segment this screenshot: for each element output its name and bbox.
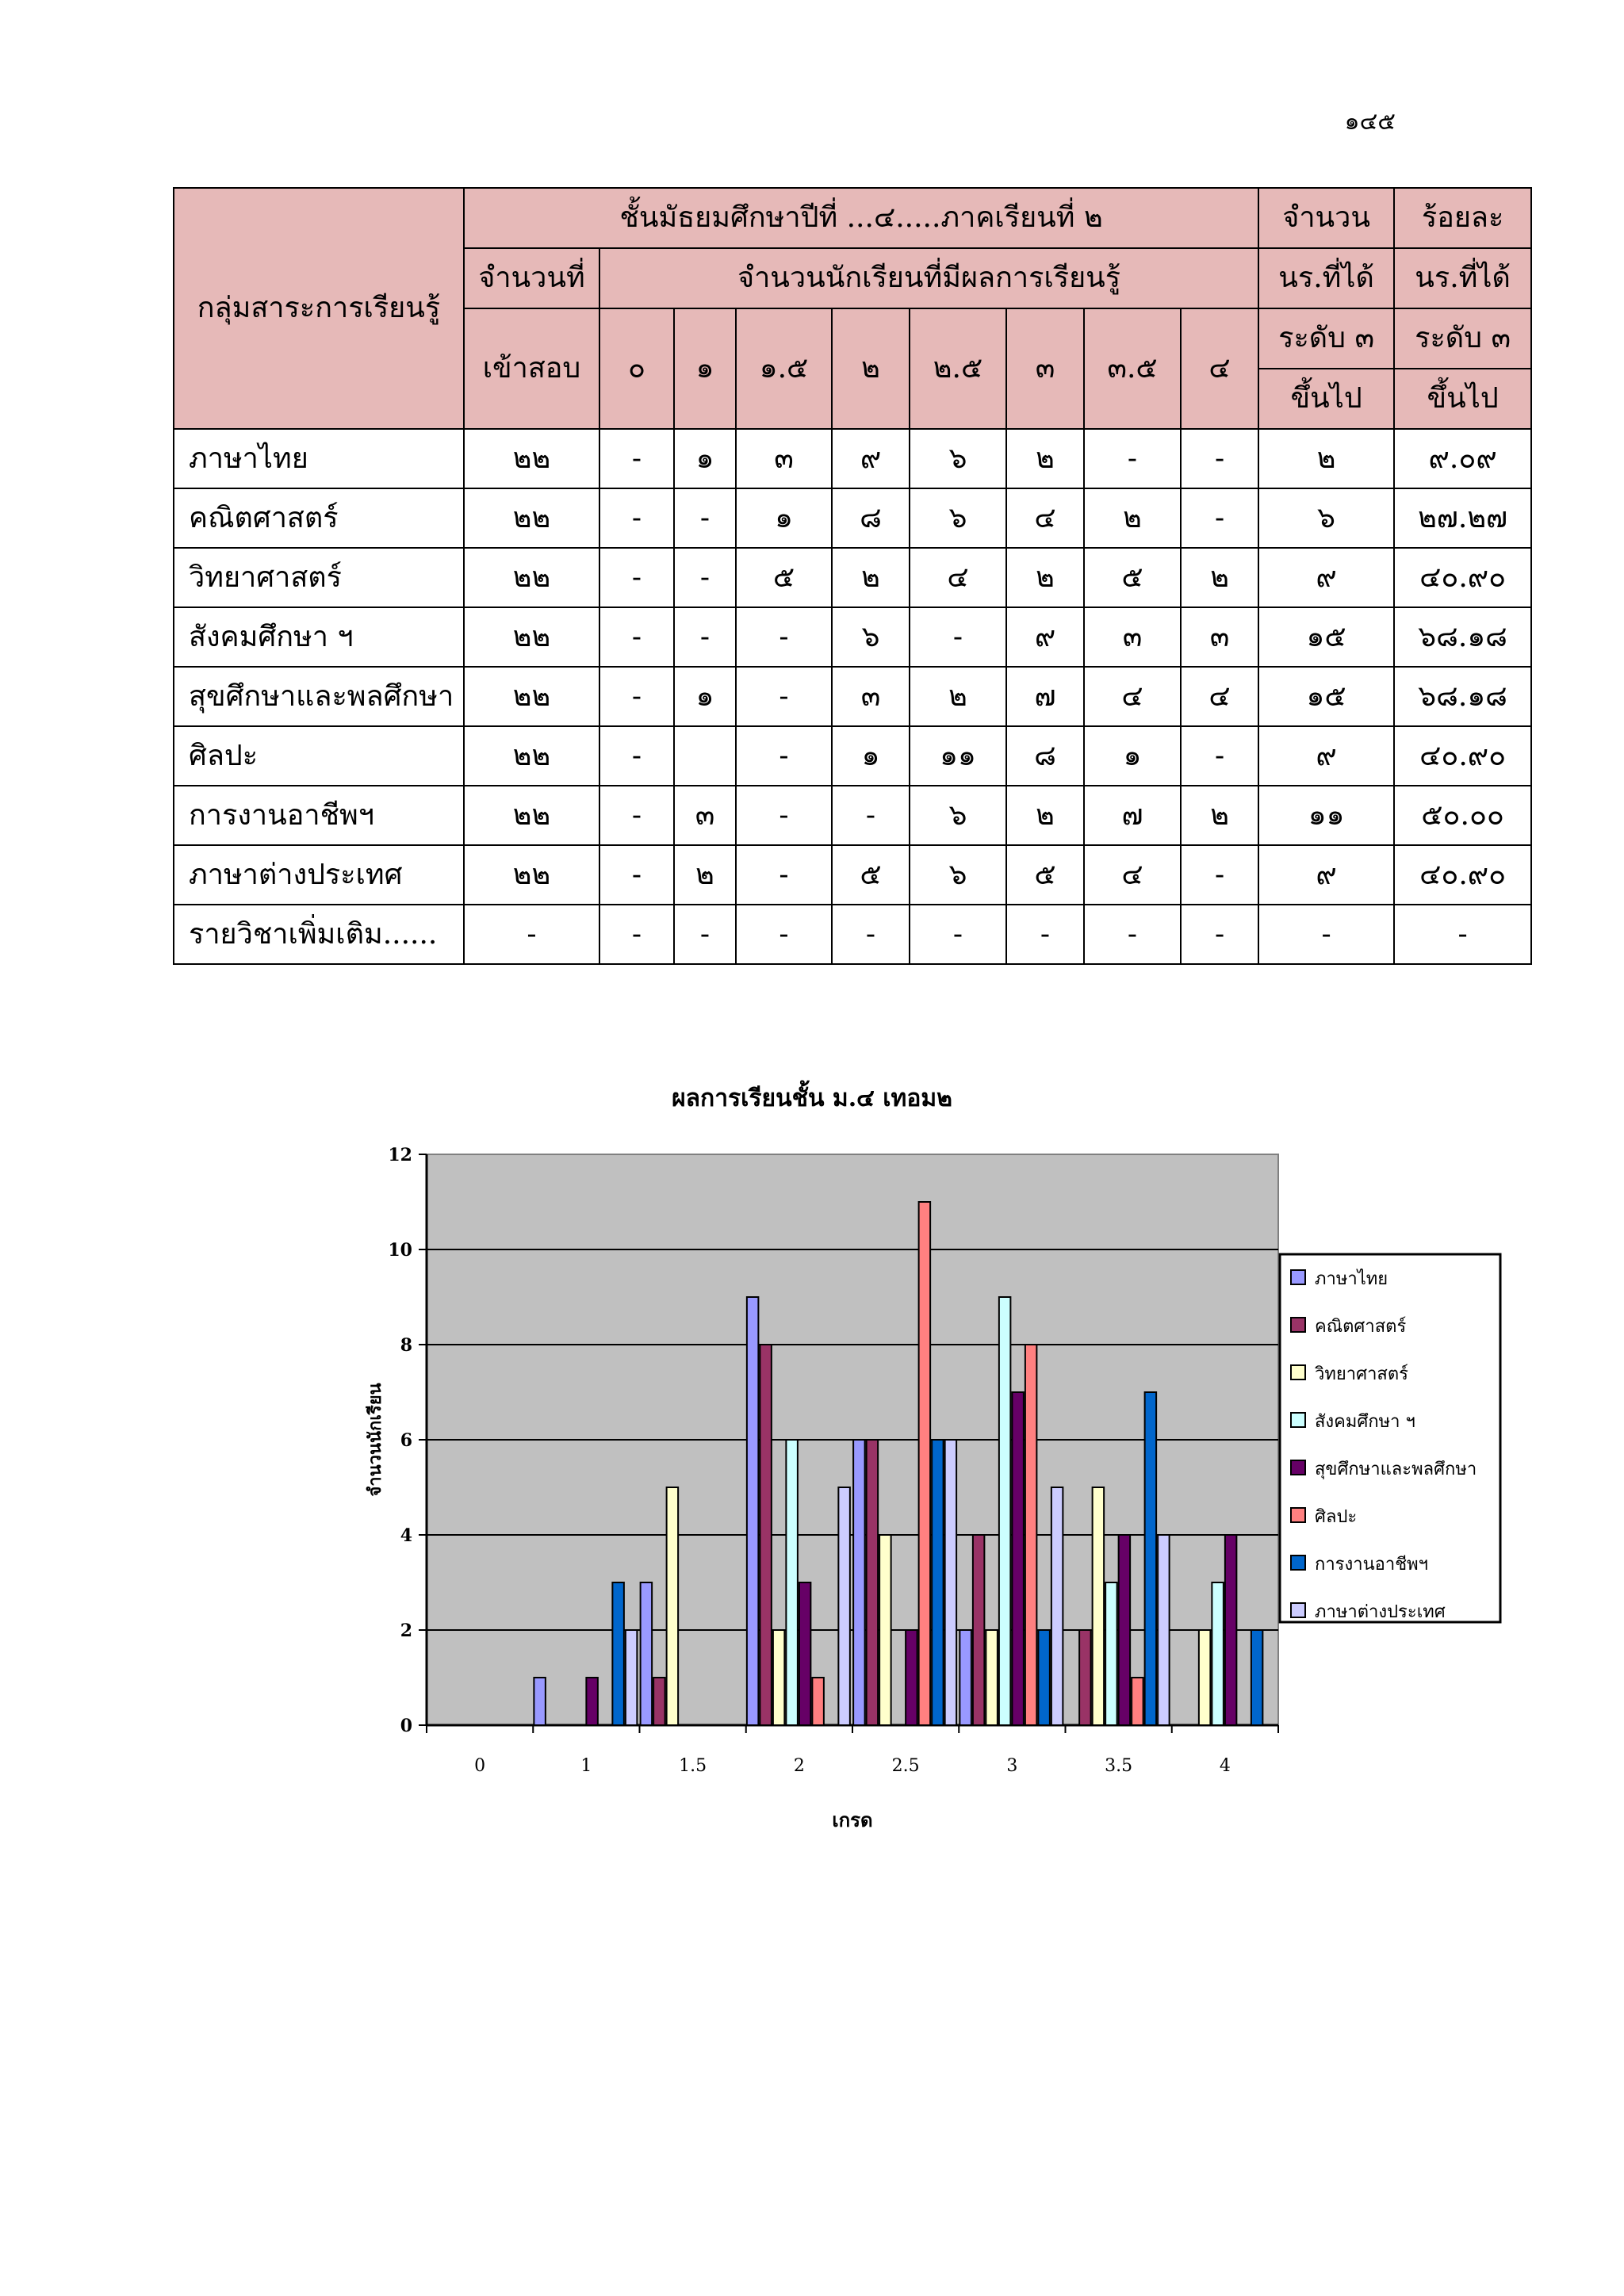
bar	[919, 1202, 931, 1725]
bar	[799, 1582, 811, 1725]
value-cell: -	[1258, 905, 1394, 964]
value-cell: ๒	[674, 845, 736, 905]
legend-label: ภาษาไทย	[1315, 1269, 1388, 1289]
bar	[1132, 1678, 1143, 1725]
legend-label: การงานอาชีพฯ	[1315, 1555, 1428, 1575]
legend-swatch	[1291, 1413, 1305, 1427]
header-grade: ๐	[599, 308, 674, 429]
bar	[959, 1630, 971, 1725]
value-cell: ๑๑	[1258, 786, 1394, 845]
value-cell: ๒๒	[464, 429, 599, 488]
x-tick-label: 0	[474, 1756, 486, 1776]
x-tick-label: 3	[1006, 1756, 1018, 1776]
bar	[667, 1487, 679, 1725]
value-cell: -	[674, 548, 736, 607]
bar	[838, 1487, 850, 1725]
value-cell: ๒๒	[464, 726, 599, 786]
y-tick-label: 0	[400, 1716, 412, 1736]
value-cell: -	[1181, 905, 1258, 964]
bar	[1251, 1630, 1263, 1725]
subject-cell: วิทยาศาสตร์	[174, 548, 464, 607]
value-cell: ๓	[832, 667, 910, 726]
value-cell: -	[736, 786, 832, 845]
bar	[1158, 1535, 1170, 1725]
legend-label: ศิลปะ	[1315, 1507, 1358, 1527]
y-tick-label: 2	[400, 1621, 412, 1641]
value-cell: ๖	[910, 845, 1006, 905]
value-cell: ๔	[1181, 667, 1258, 726]
x-tick-label: 3.5	[1105, 1756, 1133, 1776]
value-cell: -	[599, 905, 674, 964]
value-cell: ๓	[736, 429, 832, 488]
value-cell: ๑	[736, 488, 832, 548]
value-cell: ๒	[1181, 786, 1258, 845]
value-cell: ๒	[1006, 548, 1084, 607]
bar	[1105, 1582, 1117, 1725]
table-row	[174, 429, 1531, 488]
header-count-line3: ระดับ ๓	[1258, 308, 1394, 369]
subject-cell: สุขศึกษาและพลศึกษา	[174, 667, 464, 726]
value-cell: ๗	[1084, 786, 1181, 845]
legend-swatch	[1291, 1270, 1305, 1284]
table-row	[174, 548, 1531, 607]
value-cell: ๓	[674, 786, 736, 845]
value-cell: -	[1181, 429, 1258, 488]
value-cell: ๖๘.๑๘	[1394, 667, 1531, 726]
header-pct-line4: ขึ้นไป	[1394, 369, 1531, 429]
legend-swatch	[1291, 1365, 1305, 1380]
bar	[626, 1630, 638, 1725]
bar	[906, 1630, 917, 1725]
chart-title: ผลการเรียนชั้น ม.๔ เทอม๒	[672, 1085, 952, 1112]
y-tick-label: 12	[388, 1145, 412, 1165]
value-cell: ๔	[1084, 845, 1181, 905]
value-cell: ๒๗.๒๗	[1394, 488, 1531, 548]
header-pct-line2: นร.ที่ได้	[1394, 248, 1531, 308]
header-count-line4: ขึ้นไป	[1258, 369, 1394, 429]
header-count-line1: จำนวน	[1258, 188, 1394, 248]
value-cell: ๒๒	[464, 548, 599, 607]
bar	[1025, 1345, 1037, 1725]
value-cell: ๒๒	[464, 845, 599, 905]
x-tick-label: 2.5	[891, 1756, 920, 1776]
value-cell: -	[599, 845, 674, 905]
bar	[932, 1440, 944, 1725]
value-cell: ๒๒	[464, 488, 599, 548]
value-cell: ๓	[1084, 607, 1181, 667]
value-cell: -	[1084, 905, 1181, 964]
bar	[1145, 1392, 1157, 1725]
value-cell: ๒๒	[464, 786, 599, 845]
value-cell: ๘	[1006, 726, 1084, 786]
value-cell: ๑๑	[910, 726, 1006, 786]
bar	[1199, 1630, 1211, 1725]
bar	[773, 1630, 785, 1725]
header-count-line2: นร.ที่ได้	[1258, 248, 1394, 308]
y-tick-label: 6	[400, 1430, 412, 1451]
value-cell: -	[599, 607, 674, 667]
table-row	[174, 905, 1531, 964]
value-cell: ๕	[1006, 845, 1084, 905]
table-row	[174, 726, 1531, 786]
value-cell: ๒	[1181, 548, 1258, 607]
value-cell: ๙	[1258, 726, 1394, 786]
header-class-term: ชั้นมัธยมศึกษาปีที่ ...๔.....ภาคเรียนที่ ๒	[464, 188, 1258, 248]
value-cell: -	[736, 726, 832, 786]
value-cell: -	[736, 667, 832, 726]
value-cell: ๔	[910, 548, 1006, 607]
value-cell: ๒	[1258, 429, 1394, 488]
bar	[812, 1678, 824, 1725]
value-cell: -	[736, 845, 832, 905]
value-cell: ๖๘.๑๘	[1394, 607, 1531, 667]
value-cell: ๔	[1084, 667, 1181, 726]
bar	[586, 1678, 598, 1725]
value-cell: ๕๐.๐๐	[1394, 786, 1531, 845]
bar	[1119, 1535, 1131, 1725]
value-cell: ๙	[1258, 845, 1394, 905]
value-cell: ๒	[1084, 488, 1181, 548]
header-subject: กลุ่มสาระการเรียนรู้	[174, 188, 464, 429]
value-cell: ๒	[910, 667, 1006, 726]
header-taken-line1: จำนวนที่	[464, 248, 599, 308]
legend-label: ภาษาต่างประเทศ	[1315, 1602, 1446, 1622]
subject-cell: ภาษาต่างประเทศ	[174, 845, 464, 905]
bar	[986, 1630, 998, 1725]
value-cell	[674, 726, 736, 786]
value-cell: ๒๒	[464, 667, 599, 726]
bar	[1093, 1487, 1105, 1725]
value-cell: -	[599, 667, 674, 726]
header-taken-line2: เข้าสอบ	[464, 308, 599, 429]
header-grade: ๒.๕	[910, 308, 1006, 429]
value-cell: ๑๕	[1258, 667, 1394, 726]
grades-table	[173, 187, 1532, 965]
header-grade: ๑	[674, 308, 736, 429]
value-cell: -	[832, 905, 910, 964]
header-grade: ๓	[1006, 308, 1084, 429]
value-cell: ๒	[832, 548, 910, 607]
y-tick-label: 10	[388, 1240, 412, 1261]
value-cell: ๕	[736, 548, 832, 607]
value-cell: ๖	[1258, 488, 1394, 548]
value-cell: ๙.๐๙	[1394, 429, 1531, 488]
header-pct-line3: ระดับ ๓	[1394, 308, 1531, 369]
bar	[786, 1440, 798, 1725]
header-results: จำนวนนักเรียนที่มีผลการเรียนรู้	[599, 248, 1258, 308]
value-cell: -	[832, 786, 910, 845]
value-cell: ๖	[910, 786, 1006, 845]
subject-cell: คณิตศาสตร์	[174, 488, 464, 548]
legend-label: คณิตศาสตร์	[1315, 1317, 1407, 1337]
value-cell: -	[464, 905, 599, 964]
value-cell: ๓	[1181, 607, 1258, 667]
subject-cell: สังคมศึกษา ฯ	[174, 607, 464, 667]
bar	[1225, 1535, 1237, 1725]
bar	[973, 1535, 985, 1725]
bar	[534, 1678, 546, 1725]
value-cell: ๖	[832, 607, 910, 667]
bar	[945, 1440, 957, 1725]
value-cell: ๑๕	[1258, 607, 1394, 667]
value-cell: ๑	[674, 667, 736, 726]
value-cell: ๔๐.๙๐	[1394, 845, 1531, 905]
bar	[1038, 1630, 1050, 1725]
value-cell: -	[910, 905, 1006, 964]
value-cell: -	[1181, 488, 1258, 548]
value-cell: -	[599, 548, 674, 607]
value-cell: ๙	[1258, 548, 1394, 607]
table-row	[174, 607, 1531, 667]
value-cell: -	[1181, 726, 1258, 786]
value-cell: ๕	[1084, 548, 1181, 607]
bar	[653, 1678, 665, 1725]
value-cell: -	[736, 607, 832, 667]
value-cell: -	[736, 905, 832, 964]
y-tick-label: 4	[400, 1525, 412, 1546]
bar	[612, 1582, 624, 1725]
value-cell: -	[1181, 845, 1258, 905]
subject-cell: ภาษาไทย	[174, 429, 464, 488]
x-tick-label: 1	[580, 1756, 592, 1776]
grade-bar-chart	[333, 1126, 1507, 1855]
value-cell: -	[599, 786, 674, 845]
legend-swatch	[1291, 1460, 1305, 1475]
x-tick-label: 2	[793, 1756, 805, 1776]
bar	[867, 1440, 879, 1725]
x-axis-title: เกรด	[832, 1808, 873, 1831]
bar	[1012, 1392, 1024, 1725]
value-cell: ๔	[1006, 488, 1084, 548]
bar	[853, 1440, 865, 1725]
bar	[760, 1345, 772, 1725]
value-cell: -	[1006, 905, 1084, 964]
legend-swatch	[1291, 1508, 1305, 1522]
value-cell: ๙	[1006, 607, 1084, 667]
value-cell: ๑	[674, 429, 736, 488]
header-grade: ๒	[832, 308, 910, 429]
value-cell: ๑	[1084, 726, 1181, 786]
bar	[1212, 1582, 1224, 1725]
header-pct-line1: ร้อยละ	[1394, 188, 1531, 248]
table-row	[174, 845, 1531, 905]
value-cell: ๗	[1006, 667, 1084, 726]
subject-cell: ศิลปะ	[174, 726, 464, 786]
value-cell: ๙	[832, 429, 910, 488]
table-row	[174, 786, 1531, 845]
value-cell: -	[674, 488, 736, 548]
value-cell: ๖	[910, 488, 1006, 548]
value-cell: -	[599, 726, 674, 786]
bar	[1051, 1487, 1063, 1725]
x-tick-label: 1.5	[679, 1756, 707, 1776]
legend-label: สุขศึกษาและพลศึกษา	[1315, 1460, 1477, 1479]
value-cell: ๖	[910, 429, 1006, 488]
y-tick-label: 8	[400, 1335, 412, 1356]
bar	[747, 1297, 759, 1725]
bar	[1079, 1630, 1091, 1725]
value-cell: -	[674, 607, 736, 667]
x-tick-label: 4	[1219, 1756, 1231, 1776]
legend-label: วิทยาศาสตร์	[1315, 1364, 1408, 1384]
value-cell: -	[1394, 905, 1531, 964]
page-number: ๑๔๕	[1344, 108, 1396, 136]
value-cell: ๔๐.๙๐	[1394, 726, 1531, 786]
value-cell: ๒	[1006, 786, 1084, 845]
value-cell: ๑	[832, 726, 910, 786]
value-cell: -	[599, 488, 674, 548]
header-grade: ๔	[1181, 308, 1258, 429]
value-cell: -	[674, 905, 736, 964]
header-grade: ๓.๕	[1084, 308, 1181, 429]
legend-swatch	[1291, 1556, 1305, 1570]
value-cell: ๘	[832, 488, 910, 548]
value-cell: ๕	[832, 845, 910, 905]
legend-swatch	[1291, 1603, 1305, 1617]
value-cell: ๒	[1006, 429, 1084, 488]
y-axis-title: จำนวนนักเรียน	[365, 1383, 385, 1497]
value-cell: -	[910, 607, 1006, 667]
legend-label: สังคมศึกษา ฯ	[1315, 1412, 1415, 1432]
bar	[879, 1535, 891, 1725]
header-grade: ๑.๕	[736, 308, 832, 429]
value-cell: -	[599, 429, 674, 488]
table-row	[174, 488, 1531, 548]
value-cell: ๒๒	[464, 607, 599, 667]
value-cell: ๔๐.๙๐	[1394, 548, 1531, 607]
bar	[999, 1297, 1011, 1725]
value-cell: -	[1084, 429, 1181, 488]
table-row	[174, 667, 1531, 726]
legend-swatch	[1291, 1318, 1305, 1332]
subject-cell: รายวิชาเพิ่มเติม......	[174, 905, 464, 964]
bar	[641, 1582, 653, 1725]
subject-cell: การงานอาชีพฯ	[174, 786, 464, 845]
